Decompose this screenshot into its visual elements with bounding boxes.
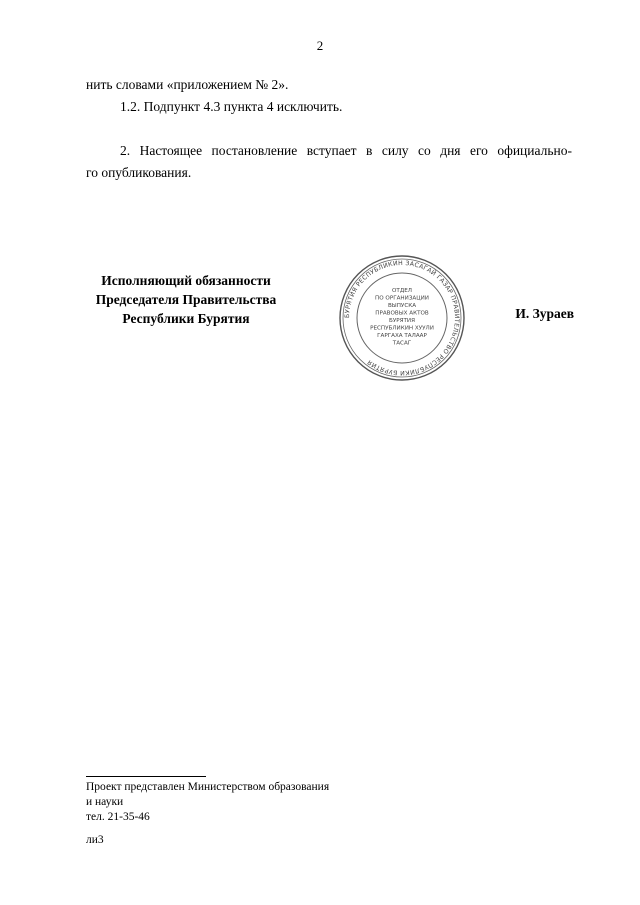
signer-title-line-3: Республики Бурятия <box>122 311 250 326</box>
footnote-line-2: и науки <box>86 796 124 808</box>
seal-outer-textpath: БУРЯТИЯ РЕСПУБЛИКИН ЗАСАГАЙ ГАЗАР ПРАВИТЕЛЬСТВО РЕСПУБЛИКИ БУРЯТИЯ <box>343 259 461 377</box>
paragraph-2-line-2: го опубликования. <box>86 165 192 180</box>
seal-center-line-6: РЕСПУБЛИКИН ХУУЛИ <box>370 325 434 332</box>
seal-center-line-5: БУРЯТИЯ <box>389 318 415 324</box>
paragraph-1 <box>86 74 572 118</box>
signer-title-line-1: Исполняющий обязанности <box>101 273 271 288</box>
footnote-line-3: тел. 21-35-46 <box>86 811 150 823</box>
seal-center-line-3: ВЫПУСКА <box>387 303 417 309</box>
seal-center-text <box>370 288 434 347</box>
signer-name: И. Зураев <box>515 306 574 321</box>
paragraph-1-line-2: 1.2. Подпункт 4.3 пункта 4 исключить. <box>120 99 343 114</box>
seal-center-line-2: ПО ОРГАНИЗАЦИИ <box>375 295 429 302</box>
footnote <box>86 780 329 848</box>
seal-center-line-4: ПРАВОВЫХ АКТОВ <box>375 310 429 317</box>
footnote-line-4: ли3 <box>86 834 104 846</box>
paragraph-1-line-1: нить словами «приложением № 2». <box>86 77 289 92</box>
page-number: 2 <box>316 38 324 53</box>
seal-center-line-1: ОТДЕЛ <box>392 288 412 294</box>
footnote-line-1: Проект представлен Министерством образования <box>86 781 330 793</box>
seal-center-line-7: ГАРГАХА ТАЛААР <box>377 333 427 339</box>
signer-title-line-2: Председателя Правительства <box>95 292 277 307</box>
footnote-divider <box>86 776 206 777</box>
signer-title <box>66 271 306 328</box>
seal-center-line-8: ТАСАГ <box>392 340 412 347</box>
official-seal <box>337 253 467 383</box>
paragraph-2 <box>86 140 572 184</box>
paragraph-2-line-1: 2. Настоящее постановление вступает в силу со дня его официально- <box>120 143 572 158</box>
